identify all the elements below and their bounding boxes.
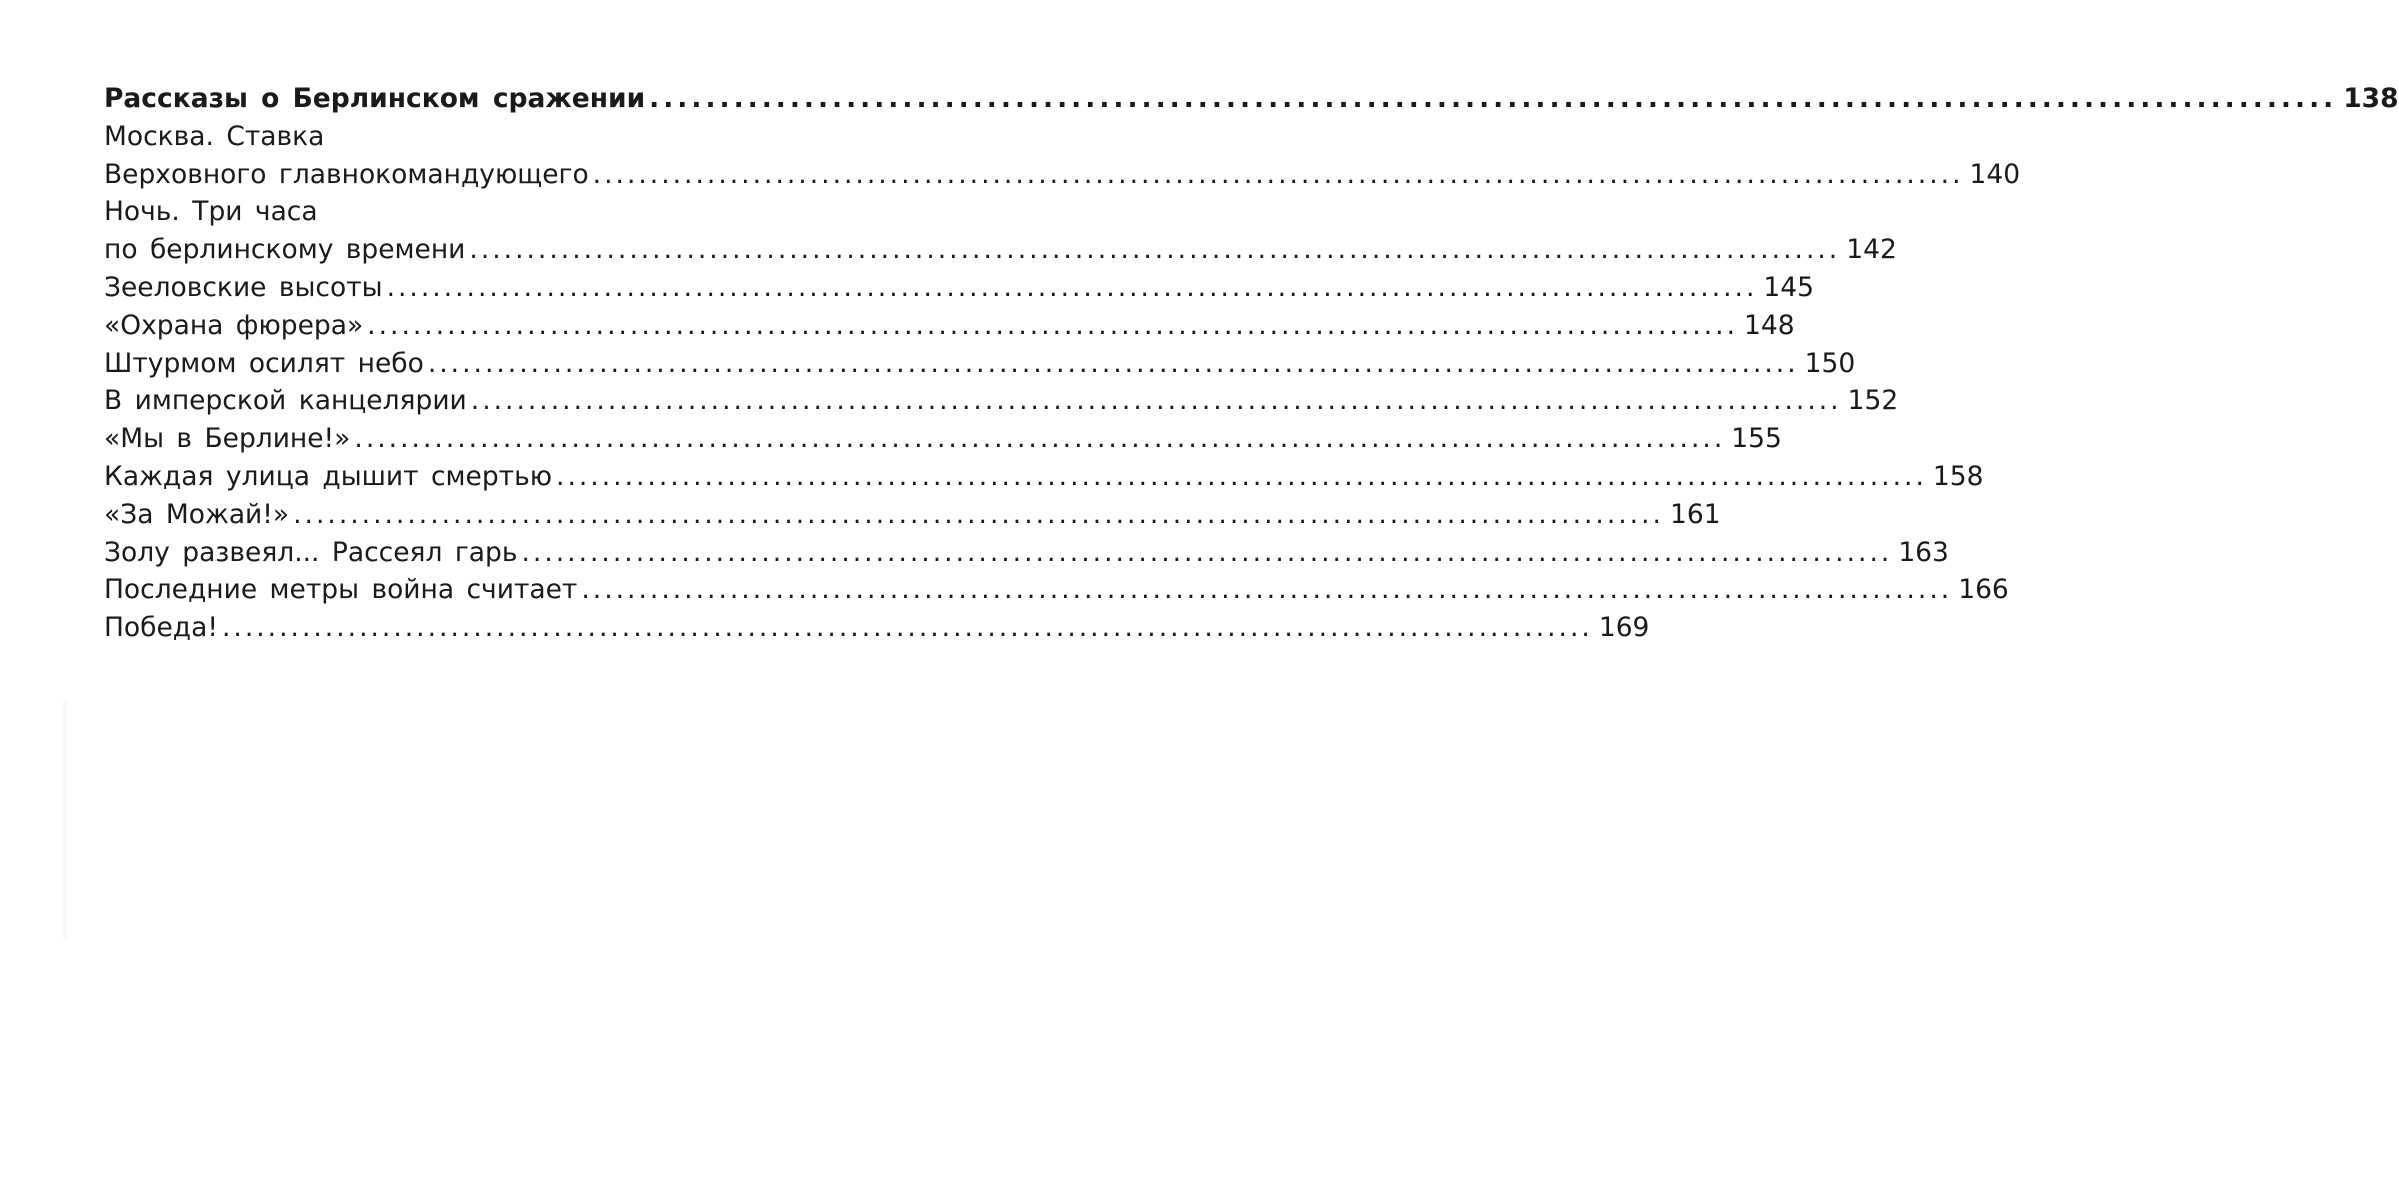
toc-entry: [104, 307, 1795, 345]
toc-heading-title: Рассказы о Берлинском сражении: [104, 83, 646, 114]
toc-entry: [104, 420, 1782, 458]
toc-leader-dots: ........................................................................................................................: [470, 385, 1842, 417]
toc-entry: [104, 269, 1815, 307]
toc-leader-dots: ........................................................................................................................: [221, 612, 1593, 644]
toc-leader-dots: ........................................................................................................................: [427, 347, 1799, 379]
toc-section-heading: [104, 80, 2399, 118]
toc-heading-page: 138: [2343, 83, 2399, 114]
toc-entry-title-part: Москва. Ставка: [104, 120, 325, 152]
toc-leader-dots: ........................................................................................................................: [354, 423, 1726, 455]
toc-entry: [104, 231, 1897, 269]
toc-entry: [104, 571, 2009, 609]
toc-entry-page: 161: [1669, 498, 1721, 530]
toc-entry-title: по берлинскому времени: [104, 234, 466, 266]
toc-leader-dots: ........................................................................................................................: [386, 271, 1758, 303]
toc-entry: [104, 345, 1856, 383]
toc-entry-title: Зееловские высоты: [104, 271, 383, 303]
toc-entry-page: 158: [1932, 460, 1984, 492]
toc-entry: [104, 534, 1949, 572]
toc-entry-title: Золу развеял... Рассеял гарь: [104, 536, 518, 568]
toc-entry-title: «Охрана фюрера»: [104, 309, 364, 341]
toc-leader-dots: ........................................................................................................................: [521, 536, 1893, 568]
toc-entry-title: Каждая улица дышит смертью: [104, 460, 553, 492]
toc-entry: [104, 156, 2021, 194]
toc-entry-title: Штурмом осилят небо: [104, 347, 424, 379]
toc-entry: [104, 609, 1650, 647]
toc-entry-page: 163: [1898, 536, 1949, 568]
toc-entry-title: Верховного главнокомандующего: [104, 158, 589, 190]
toc-entry-first-line: [104, 118, 748, 156]
table-of-contents: [104, 80, 2399, 647]
toc-entry-page: 155: [1731, 423, 1782, 455]
toc-entry: [104, 382, 1899, 420]
toc-entry-page: 140: [1969, 158, 2021, 190]
toc-leader-dots: ........................................................................................................................: [581, 574, 1953, 606]
toc-entry-page: 169: [1598, 612, 1650, 644]
toc-entry-first-line: [104, 193, 748, 231]
toc-entry-page: 152: [1847, 385, 1899, 417]
scan-shadow: [62, 700, 68, 940]
toc-entry-title: Последние метры война считает: [104, 574, 578, 606]
toc-entry: [104, 496, 1721, 534]
toc-entry-page: 148: [1744, 309, 1795, 341]
toc-leader-dots: ........................................................................................................................: [649, 83, 2338, 114]
toc-entry-page: 166: [1958, 574, 2009, 606]
toc-leader-dots: ........................................................................................................................: [367, 309, 1739, 341]
toc-entry-title: В имперской канцелярии: [104, 385, 467, 417]
toc-leader-dots: ........................................................................................................................: [592, 158, 1964, 190]
toc-leader-dots: ........................................................................................................................: [469, 234, 1841, 266]
toc-leader-dots: ........................................................................................................................: [293, 498, 1664, 530]
toc-entry-page: 150: [1804, 347, 1856, 379]
toc-entry-page: 145: [1763, 271, 1815, 303]
toc-entry-title: «Мы в Берлине!»: [104, 423, 351, 455]
toc-entry-title: «За Можай!»: [104, 498, 290, 530]
toc-entry: [104, 458, 1984, 496]
toc-entry-page: 142: [1846, 234, 1897, 266]
toc-entry-title-part: Ночь. Три часа: [104, 196, 318, 228]
toc-leader-dots: ........................................................................................................................: [556, 460, 1927, 492]
toc-entry-title: Победа!: [104, 612, 218, 644]
